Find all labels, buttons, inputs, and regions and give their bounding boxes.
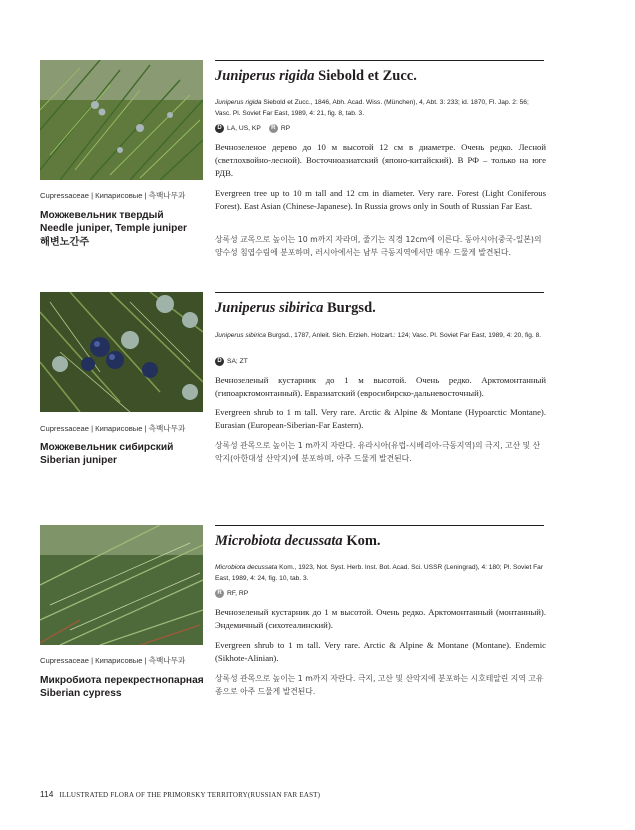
- citation-text: Kom., 1923, Not. Syst. Herb. Inst. Bot. Acad. Sci. USSR (Leningrad), 4: 180; Pl. Soviet Far East, 1989, 4: 24, fig. 10, tab. 3.: [215, 564, 544, 582]
- title-latin: Microbiota decussata: [215, 533, 343, 549]
- title-author: Siebold et Zucc.: [318, 68, 417, 84]
- name-russian: Микробиота перекрестнопарная: [40, 675, 204, 686]
- title-author: Burgsd.: [327, 300, 376, 316]
- section-rule: [215, 292, 544, 293]
- name-russian: Можжевельник твердый: [40, 210, 164, 221]
- citation-latin: Juniperus sibirica: [215, 332, 266, 339]
- citation-text: Siebold et Zucc., 1846, Abh. Acad. Wiss. (München), 4, Abt. 3: 233; id. 1870, Fl. Jap. 2: 56; Vasc. Pl. Soviet Far East, 1989, 4: 21, fig. 8, tab. 3.: [215, 99, 529, 117]
- description-russian: Вечнозеленый кустарник до 1 м высотой. Очень редко. Арктомонтанный (монтанный). Эндемичный (сихотеалинский).: [215, 607, 546, 630]
- distribution-d-text: SA; ZT: [227, 358, 248, 365]
- description-korean: 상록성 교목으로 높이는 10 m까지 자라며, 줄기는 직경 12cm에 이른다. 동아시아(중국-일본)의 양수성 침엽수림에 분포하며, 러시아에서는 남부 극동지역에서만 매우 드물게 발견된다.: [215, 235, 542, 258]
- description-russian: Вечнозеленый кустарник до 1 м высотой. Очень редко. Арктомонтанный (гипоарктомонтанный). Евразиатский (евросибирско-дальневосточный).: [215, 375, 546, 398]
- title-author: Kom.: [346, 533, 381, 549]
- citation: [215, 563, 545, 584]
- photo-microbiota-decussata: [40, 525, 203, 645]
- family-label: Cupressaceae | Кипарисовые | 측백나무과: [40, 656, 186, 665]
- common-names: [40, 674, 210, 701]
- species-title: [215, 68, 417, 85]
- name-korean: 해변노간주: [40, 236, 90, 248]
- status-r-icon: R: [215, 589, 224, 598]
- distribution-d-icon: D: [215, 124, 224, 133]
- distribution-d-icon: D: [215, 357, 224, 366]
- family-label: Cupressaceae | Кипарисовые | 측백나무과: [40, 424, 186, 433]
- section-rule: [215, 525, 544, 526]
- name-russian: Можжевельник сибирский: [40, 442, 174, 453]
- name-english: Siberian juniper: [40, 455, 117, 467]
- section-rule: [215, 60, 544, 61]
- book-title: ILLUSTRATED FLORA OF THE PRIMORSKY TERRITORY(RUSSIAN FAR EAST): [59, 791, 321, 799]
- status-r-text: RP: [280, 125, 291, 132]
- common-names: [40, 441, 210, 468]
- description-russian: Вечнозеленое дерево до 10 м высотой 12 см в диаметре. Очень редко. Лесной (светлохвойно-лесной). Восточноазиатский (японо-китайский). В РФ – только на юге РДВ.: [215, 142, 546, 178]
- status-r-text: RF, RP: [227, 590, 249, 597]
- title-latin: Juniperus sibirica: [215, 300, 324, 316]
- title-latin: Juniperus rigida: [215, 68, 315, 84]
- species-title: [215, 533, 381, 550]
- family-label: Cupressaceae | Кипарисовые | 측백나무과: [40, 191, 186, 200]
- distribution-status: [215, 357, 248, 366]
- name-english: Needle juniper, Temple juniper: [40, 223, 187, 235]
- citation: [215, 331, 545, 342]
- description-korean: 상록성 관목으로 높이는 1 m까지 자란다. 유라시아(유럽-시베리아-극동지역)의 극지, 고산 및 산악지(아한대성 산악지)에 분포하며, 아주 드물게 발견된다.: [215, 441, 541, 464]
- citation-text: Burgsd., 1787, Anleit. Sich. Erzieh. Holzart.: 124; Vasc. Pl. Soviet Far East, 1989, 4: 20, fig. 8.: [267, 332, 542, 339]
- citation-latin: Microbiota decussata: [215, 564, 278, 571]
- page-number: 114: [40, 789, 54, 799]
- description-english: Evergreen shrub to 1 m tall. Very rare. Arctic & Alpine & Montane (Hypoarctic Montane). Eurasian (European-Siberian-Far Eastern).: [215, 407, 546, 430]
- description-korean: 상록성 관목으로 높이는 1 m까지 자란다. 극지, 고산 및 산악지에 분포하는 시호테알린 지역 고유종으로 아주 드물게 발견된다.: [215, 674, 544, 697]
- distribution-status: [215, 124, 290, 133]
- description-english: Evergreen shrub to 1 m tall. Very rare. Arctic & Alpine & Montane (Montane). Endemic (Sikhote-Alinian).: [215, 640, 546, 663]
- page-footer: [40, 789, 320, 799]
- photo-juniperus-rigida: [40, 60, 203, 180]
- distribution-d-text: LA, US, KP: [227, 125, 261, 132]
- status-r-icon: R: [269, 124, 278, 133]
- common-names: [40, 209, 210, 249]
- distribution-status: [215, 589, 248, 598]
- description-english: Evergreen tree up to 10 m tall and 12 cm in diameter. Very rare. Forest (Light Coniferous Forest). East Asian (Chinese-Japanese). In Russia grows only in South of Russian Far East.: [215, 188, 546, 211]
- citation: [215, 98, 545, 119]
- species-title: [215, 300, 376, 317]
- citation-latin: Juniperus rigida: [215, 99, 262, 106]
- name-english: Siberian cypress: [40, 688, 122, 700]
- photo-juniperus-sibirica: [40, 292, 203, 412]
